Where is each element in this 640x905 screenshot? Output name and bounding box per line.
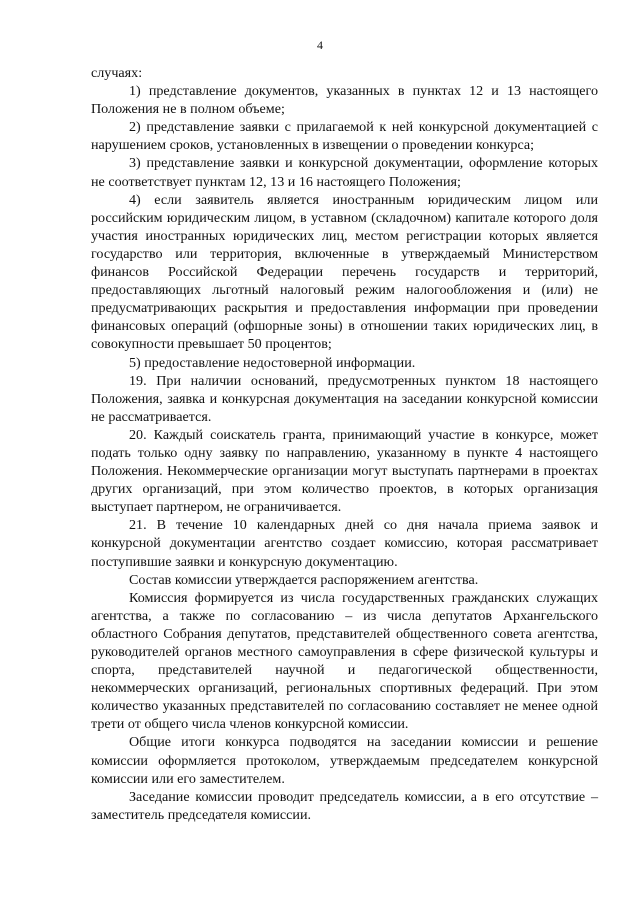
paragraph-reason-2: 2) представление заявки с прилагаемой к ней конкурсной документацией с нарушением сроков, установленных в извещении о проведении конкурса; xyxy=(91,119,598,154)
paragraph-commission-composition: Состав комиссии утверждается распоряжением агентства. xyxy=(129,571,479,588)
paragraph-reason-3: 3) представление заявки и конкурсной документации, оформление которых не соответствует пунктам 12, 13 и 16 настоящего Положения; xyxy=(91,155,598,190)
paragraph-results-protocol: Общие итоги конкурса подводятся на заседании комиссии и решение комиссии оформляется протоколом, утверждаемым председателем конкурсной комиссии или его заместителем. xyxy=(91,734,598,787)
paragraph-reason-4: 4) если заявитель является иностранным юридическим лицом или российским юридическим лицом, в уставном (складочном) капитале которого доля участия иностранных юридических лиц, местом регистрации которых является государство или территория, включенные в утверждаемый Министерством финансов Российской Федерации перечень государств и территорий, предоставляющих льготный налоговый режим налогообложения и (или) не предусматривающих раскрытия и предоставления информации при проведении финансовых операций (офшорные зоны) в отношении таких юридических лиц, в совокупности превышает 50 процентов; xyxy=(91,191,598,353)
paragraph-reason-1: 1) представление документов, указанных в пунктах 12 и 13 настоящего Положения не в полном объеме; xyxy=(91,83,598,118)
page-number: 4 xyxy=(317,38,323,52)
paragraph-clause-21: 21. В течение 10 календарных дней со дня начала приема заявок и конкурсной документации агентство создает комиссию, которая рассматривает поступившие заявки и конкурсную документацию. xyxy=(91,517,598,570)
paragraph-meeting-chair: Заседание комиссии проводит председатель комиссии, а в его отсутствие – заместитель председателя комиссии. xyxy=(91,788,598,823)
paragraph-reason-5: 5) предоставление недостоверной информации. xyxy=(129,354,416,371)
paragraph-clause-20: 20. Каждый соискатель гранта, принимающий участие в конкурсе, может подать только одну заявку по направлению, указанному в пункте 4 настоящего Положения. Некоммерческие организации могут выступать партнерами в проектах других организаций, при этом количество проектов, в которых организация выступает партнером, не ограничивается. xyxy=(91,426,598,516)
paragraph-clause-19: 19. При наличии оснований, предусмотренных пунктом 18 настоящего Положения, заявка и конкурсная документация на заседании конкурсной комиссии не рассматривается. xyxy=(91,372,598,425)
document-body xyxy=(91,64,598,824)
paragraph-cases-intro: случаях: xyxy=(91,65,143,81)
paragraph-commission-formation: Комиссия формируется из числа государственных гражданских служащих агентства, а также по согласованию – из числа депутатов Архангельского областного Собрания депутатов, представителей общественного совета агентства, руководителей органов местного самоуправления в сфере физической культуры и спорта, представителей научной и педагогической общественности, некоммерческих организаций, региональных спортивных федераций. При этом количество указанных представителей по согласованию составляет не менее одной трети от общего числа членов конкурсной комиссии. xyxy=(91,589,598,733)
